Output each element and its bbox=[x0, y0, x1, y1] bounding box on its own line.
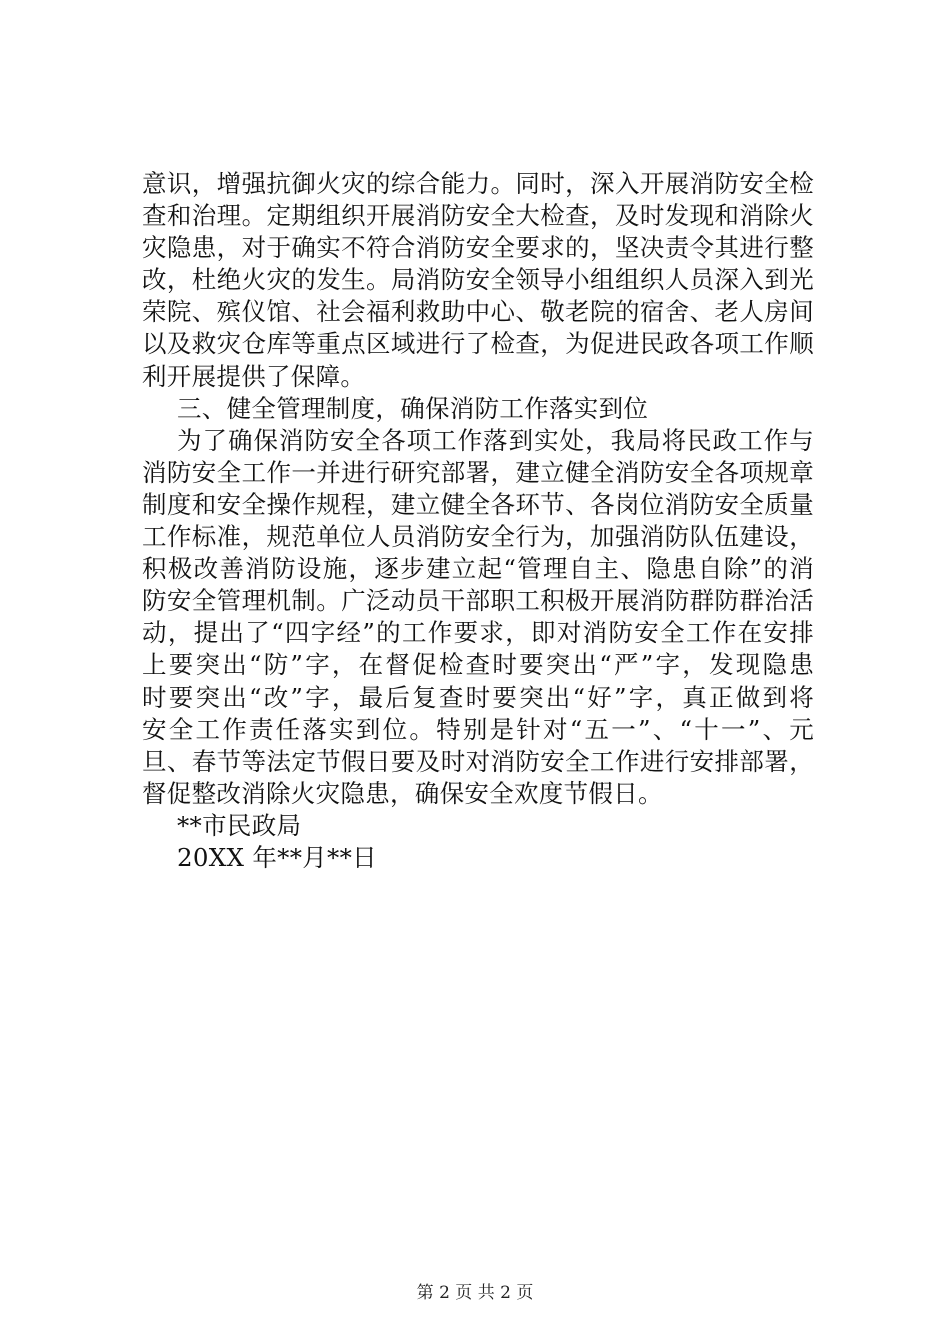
page-number-footer: 第 2 页 共 2 页 bbox=[416, 1283, 534, 1303]
text-line: 工作标准，规范单位人员消防安全行为，加强消防队伍建设， bbox=[142, 522, 814, 552]
text-line: 灾隐患，对于确实不符合消防安全要求的，坚决责令其进行整 bbox=[142, 233, 814, 263]
text-line: 安全工作责任落实到位。特别是针对“五一”、“十一”、元 bbox=[142, 714, 814, 744]
text-line: 督促整改消除火灾隐患，确保安全欢度节假日。 bbox=[142, 778, 663, 808]
text-line: 荣院、殡仪馆、社会福利救助中心、敬老院的宿舍、老人房间 bbox=[142, 297, 814, 327]
text-line: 制度和安全操作规程，建立健全各环节、各岗位消防安全质量 bbox=[142, 489, 814, 519]
document-body bbox=[142, 168, 814, 874]
signature-date: 20XX 年**月**日 bbox=[177, 842, 377, 872]
text-line: 动，提出了“四字经”的工作要求，即对消防安全工作在安排 bbox=[142, 618, 814, 648]
text-line: 防安全管理机制。广泛动员干部职工积极开展消防群防群治活 bbox=[142, 586, 814, 616]
text-line: 以及救灾仓库等重点区域进行了检查，为促进民政各项工作顺 bbox=[142, 329, 814, 359]
text-line: 为了确保消防安全各项工作落到实处，我局将民政工作与 bbox=[177, 425, 814, 455]
text-line: 积极改善消防设施，逐步建立起“管理自主、隐患自除”的消 bbox=[142, 554, 814, 584]
signature-organization: **市民政局 bbox=[177, 810, 302, 840]
text-line: 旦、春节等法定节假日要及时对消防安全工作进行安排部署， bbox=[142, 746, 814, 776]
text-line: 改，杜绝火灾的发生。局消防安全领导小组组织人员深入到光 bbox=[142, 265, 814, 295]
section-heading: 三、健全管理制度，确保消防工作落实到位 bbox=[177, 393, 649, 423]
text-line: 上要突出“防”字，在督促检查时要突出“严”字，发现隐患 bbox=[142, 650, 814, 680]
text-line: 意识，增强抗御火灾的综合能力。同时，深入开展消防安全检 bbox=[142, 169, 814, 198]
text-line: 查和治理。定期组织开展消防安全大检查，及时发现和消除火 bbox=[142, 201, 814, 231]
text-line: 利开展提供了保障。 bbox=[142, 361, 366, 391]
text-line: 消防安全工作一并进行研究部署，建立健全消防安全各项规章 bbox=[142, 457, 814, 487]
text-line: 时要突出“改”字，最后复查时要突出“好”字，真正做到将 bbox=[142, 682, 814, 712]
